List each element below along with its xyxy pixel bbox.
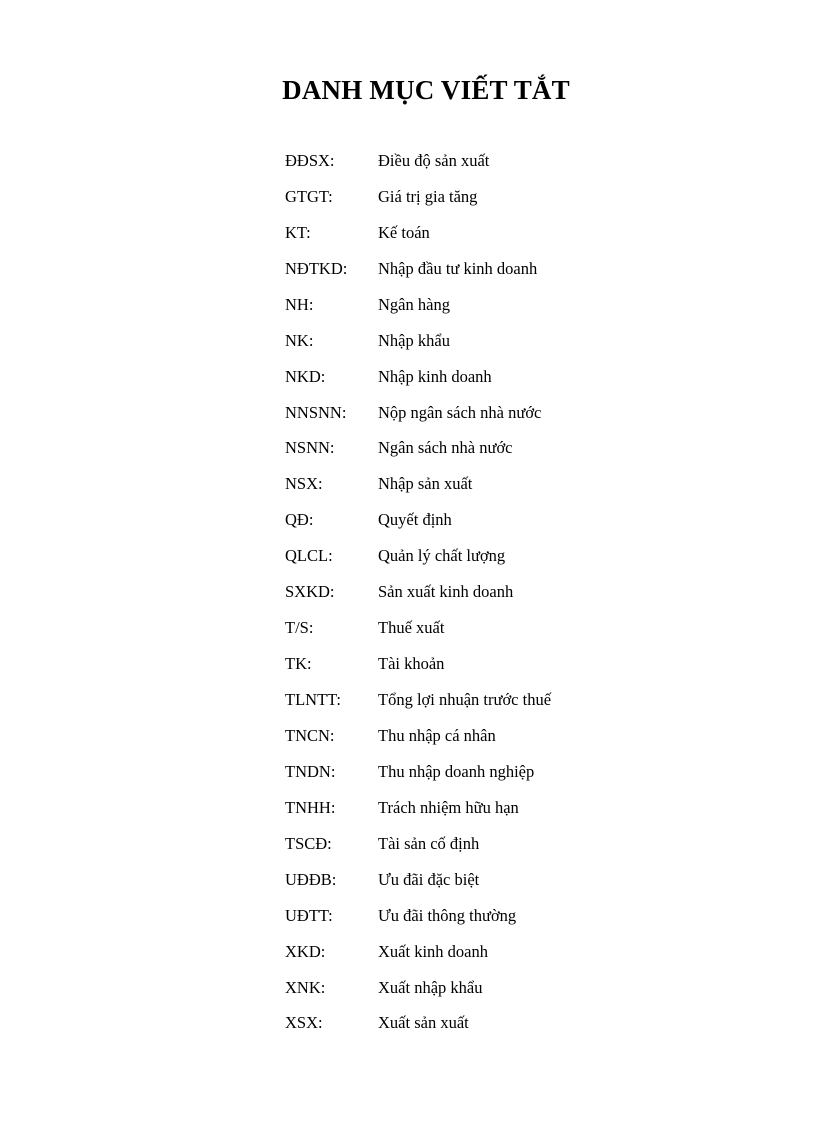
abbreviation-meaning: Xuất nhập khẩu (378, 977, 483, 997)
abbreviation-list (285, 143, 551, 1041)
list-item (285, 466, 551, 502)
abbreviation-term: KT: (285, 222, 311, 242)
list-item (285, 538, 551, 574)
abbreviation-meaning: Nhập sản xuất (378, 474, 473, 494)
abbreviation-term: XKD: (285, 941, 326, 961)
abbreviation-meaning: Xuất sản xuất (378, 1013, 469, 1033)
list-item (285, 682, 551, 718)
list-item (285, 646, 551, 682)
list-item (285, 323, 551, 359)
abbreviation-term: TNHH: (285, 797, 336, 817)
abbreviation-term: NH: (285, 294, 314, 314)
abbreviation-meaning: Giá trị gia tăng (378, 186, 478, 206)
abbreviation-meaning: Tổng lợi nhuận trước thuế (378, 690, 552, 710)
abbreviation-meaning: Xuất kinh doanh (378, 941, 488, 961)
list-item (285, 287, 551, 323)
list-item (285, 502, 551, 538)
list-item (285, 970, 551, 1006)
abbreviation-term: TNCN: (285, 725, 335, 745)
abbreviation-term: ĐĐSX: (285, 150, 335, 170)
list-item (285, 862, 551, 898)
abbreviation-meaning: Kế toán (378, 222, 430, 242)
abbreviation-term: XSX: (285, 1013, 323, 1033)
abbreviation-term: TNDN: (285, 761, 336, 781)
abbreviation-term: NSX: (285, 474, 323, 494)
abbreviation-meaning: Tài khoản (378, 654, 445, 674)
list-item (285, 395, 551, 431)
list-item (285, 574, 551, 610)
abbreviation-meaning: Thuế xuất (378, 618, 445, 638)
abbreviation-meaning: Sản xuất kinh doanh (378, 582, 514, 602)
list-item (285, 143, 551, 179)
abbreviation-term: TSCĐ: (285, 833, 332, 853)
abbreviation-meaning: Nộp ngân sách nhà nước (378, 402, 542, 422)
list-item (285, 898, 551, 934)
abbreviation-meaning: Ngân hàng (378, 294, 450, 314)
list-item (285, 754, 551, 790)
abbreviation-meaning: Thu nhập cá nhân (378, 725, 496, 745)
list-item (285, 359, 551, 395)
abbreviation-meaning: Điều độ sản xuất (378, 150, 490, 170)
abbreviation-term: SXKD: (285, 582, 335, 602)
abbreviation-term: TLNTT: (285, 690, 341, 710)
abbreviation-term: UĐĐB: (285, 869, 337, 889)
abbreviation-meaning: Nhập khẩu (378, 330, 450, 350)
list-item (285, 1006, 551, 1042)
abbreviation-term: NĐTKD: (285, 258, 348, 278)
abbreviation-meaning: Nhập đầu tư kinh doanh (378, 258, 538, 278)
page-title: DANH MỤC VIẾT TẮT (282, 75, 570, 105)
abbreviation-meaning: Quyết định (378, 510, 452, 530)
abbreviation-term: NSNN: (285, 438, 335, 458)
abbreviation-meaning: Tài sản cố định (378, 833, 480, 853)
abbreviation-meaning: Ưu đãi đặc biệt (378, 869, 480, 889)
list-item (285, 826, 551, 862)
abbreviation-meaning: Ngân sách nhà nước (378, 438, 513, 458)
list-item (285, 215, 551, 251)
abbreviation-term: XNK: (285, 977, 326, 997)
list-item (285, 610, 551, 646)
list-item (285, 718, 551, 754)
abbreviation-term: T/S: (285, 618, 314, 638)
list-item (285, 431, 551, 467)
abbreviation-meaning: Trách nhiệm hữu hạn (378, 797, 519, 817)
abbreviation-term: QĐ: (285, 510, 314, 530)
abbreviation-meaning: Thu nhập doanh nghiệp (378, 761, 535, 781)
list-item (285, 790, 551, 826)
abbreviation-term: GTGT: (285, 186, 333, 206)
abbreviation-term: QLCL: (285, 546, 333, 566)
abbreviation-term: TK: (285, 654, 312, 674)
abbreviation-meaning: Ưu đãi thông thường (378, 905, 517, 925)
abbreviation-meaning: Quản lý chất lượng (378, 546, 506, 566)
abbreviation-term: NKD: (285, 366, 326, 386)
list-item (285, 934, 551, 970)
abbreviation-term: NNSNN: (285, 402, 347, 422)
abbreviation-meaning: Nhập kinh doanh (378, 366, 492, 386)
list-item (285, 179, 551, 215)
abbreviation-term: UĐTT: (285, 905, 333, 925)
abbreviation-term: NK: (285, 330, 314, 350)
list-item (285, 251, 551, 287)
